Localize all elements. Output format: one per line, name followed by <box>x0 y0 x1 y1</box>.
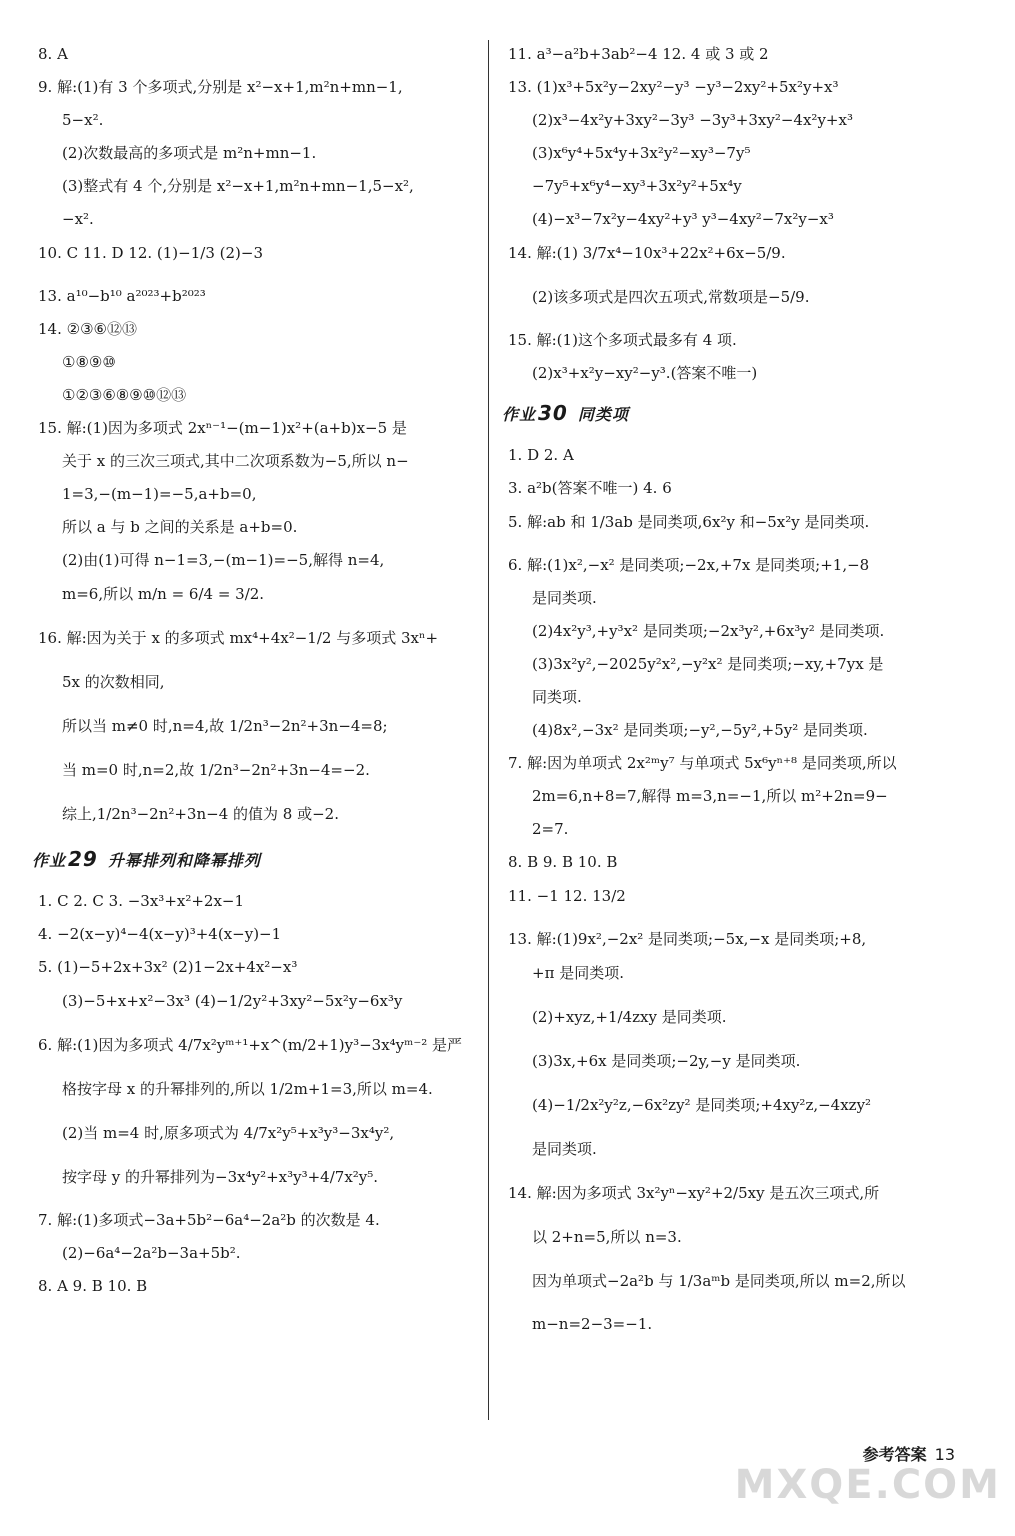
answer-line: 当 m=0 时,n=2,故 1/2n³−2n²+3n−4=−2. <box>62 761 370 779</box>
answer-line: 14. ②③⑥⑫⑬ <box>38 320 137 338</box>
answer-line: 7. 解:(1)多项式−3a+5b²−6a⁴−2a²b 的次数是 4. <box>38 1211 380 1229</box>
answer-line: (4)−x³−7x²y−4xy²+y³ y³−4xy²−7x²y−x³ <box>532 210 834 228</box>
answer-line: 4. −2(x−y)⁴−4(x−y)³+4(x−y)−1 <box>38 925 282 943</box>
answer-line: 15. 解:(1)这个多项式最多有 4 项. <box>508 331 737 349</box>
answer-line: 5−x². <box>62 111 104 129</box>
answer-line: (3)3x,+6x 是同类项;−2y,−y 是同类项. <box>532 1052 801 1070</box>
answer-line: 1. D 2. A <box>508 446 574 464</box>
heading-prefix: 作业 <box>502 405 537 424</box>
answer-line: 1=3,−(m−1)=−5,a+b=0, <box>62 485 257 503</box>
answer-line: (2)该多项式是四次五项式,常数项是−5/9. <box>532 288 810 306</box>
answer-line: 所以当 m≠0 时,n=4,故 1/2n³−2n²+3n−4=8; <box>62 717 388 735</box>
answer-line: 以 2+n=5,所以 n=3. <box>532 1228 682 1246</box>
answer-line: −x². <box>62 210 94 228</box>
answer-line: 1. C 2. C 3. −3x³+x²+2x−1 <box>38 892 245 910</box>
answer-line: (3)整式有 4 个,分别是 x²−x+1,m²n+mn−1,5−x², <box>62 177 414 195</box>
answer-line: (2)由(1)可得 n−1=3,−(m−1)=−5,解得 n=4, <box>62 551 385 569</box>
answer-line: 关于 x 的三次三项式,其中二次项系数为−5,所以 n− <box>62 452 409 470</box>
answer-line: 15. 解:(1)因为多项式 2xⁿ⁻¹−(m−1)x²+(a+b)x−5 是 <box>38 419 407 437</box>
answer-line: 因为单项式−2a²b 与 1/3aᵐb 是同类项,所以 m=2,所以 <box>532 1272 906 1290</box>
column-divider <box>488 40 489 1420</box>
answer-line: 2=7. <box>532 820 569 838</box>
answer-line: (4)−1/2x²y²z,−6x²zy² 是同类项;+4xy²z,−4xzy² <box>532 1096 872 1114</box>
heading-title: 同类项 <box>577 405 629 424</box>
answer-line: 14. 解:(1) 3/7x⁴−10x³+22x²+6x−5/9. <box>508 244 786 262</box>
answer-line: 5. (1)−5+2x+3x² (2)1−2x+4x²−x³ <box>38 958 298 976</box>
answer-line: 5. 解:ab 和 1/3ab 是同类项,6x²y 和−5x²y 是同类项. <box>508 513 870 531</box>
answer-line: (2)4x²y³,+y³x² 是同类项;−2x³y²,+6x³y² 是同类项. <box>532 622 885 640</box>
answer-line: (2)x³+x²y−xy²−y³.(答案不唯一) <box>532 364 758 382</box>
heading-number: 30 <box>538 401 568 425</box>
answer-line: 16. 解:因为关于 x 的多项式 mx⁴+4x²−1/2 与多项式 3xⁿ+ <box>38 629 439 647</box>
left-column <box>32 44 483 1309</box>
answer-line: 是同类项. <box>532 589 597 607</box>
answer-line: 14. 解:因为多项式 3x²yⁿ−xy²+2/5xy 是五次三项式,所 <box>508 1184 880 1202</box>
answer-line: +π 是同类项. <box>532 964 624 982</box>
answer-line: 综上,1/2n³−2n²+3n−4 的值为 8 或−2. <box>62 805 339 823</box>
answer-line: 6. 解:(1)因为多项式 4/7x²yᵐ⁺¹+x^(m/2+1)y³−3x⁴yᵐ⁻² 是严 <box>38 1036 463 1054</box>
page-number: 13 <box>934 1445 955 1464</box>
answer-line: 按字母 y 的升幂排列为−3x⁴y²+x³y³+4/7x²y⁵. <box>62 1168 379 1186</box>
answer-line: 13. (1)x³+5x²y−2xy²−y³ −y³−2xy²+5x²y+x³ <box>508 78 839 96</box>
answer-line: 13. a¹⁰−b¹⁰ a²⁰²³+b²⁰²³ <box>38 287 206 305</box>
answer-line: −7y⁵+x⁶y⁴−xy³+3x²y²+5x⁴y <box>532 177 742 195</box>
answer-line: (2)次数最高的多项式是 m²n+mn−1. <box>62 144 317 162</box>
answer-line: 9. 解:(1)有 3 个多项式,分别是 x²−x+1,m²n+mn−1, <box>38 78 403 96</box>
answer-line: ①⑧⑨⑩ <box>62 353 116 371</box>
section-heading <box>32 847 483 871</box>
heading-title: 升幂排列和降幂排列 <box>107 851 261 870</box>
right-column <box>502 44 978 1347</box>
answer-line: 7. 解:因为单项式 2x²ᵐy⁷ 与单项式 5x⁶yⁿ⁺⁸ 是同类项,所以 <box>508 754 897 772</box>
answer-line: 8. A 9. B 10. B <box>38 1277 148 1295</box>
answer-line: 10. C 11. D 12. (1)−1/3 (2)−3 <box>38 244 263 262</box>
answer-line: 11. −1 12. 13/2 <box>508 887 626 905</box>
answer-line: 8. B 9. B 10. B <box>508 853 618 871</box>
answer-line: 11. a³−a²b+3ab²−4 12. 4 或 3 或 2 <box>508 45 769 63</box>
answer-line: ①②③⑥⑧⑨⑩⑫⑬ <box>62 386 187 404</box>
answer-line: (2)x³−4x²y+3xy²−3y³ −3y³+3xy²−4x²y+x³ <box>532 111 853 129</box>
answer-line: 6. 解:(1)x²,−x² 是同类项;−2x,+7x 是同类项;+1,−8 <box>508 556 870 574</box>
answer-line: (2)当 m=4 时,原多项式为 4/7x²y⁵+x³y³−3x⁴y², <box>62 1124 395 1142</box>
answer-line: 同类项. <box>532 688 582 706</box>
heading-number: 29 <box>68 847 98 871</box>
heading-prefix: 作业 <box>32 851 67 870</box>
answer-line: 是同类项. <box>532 1140 597 1158</box>
answer-line: m−n=2−3=−1. <box>532 1315 653 1333</box>
answer-line: (2)−6a⁴−2a²b−3a+5b². <box>62 1244 241 1262</box>
answer-line: 5x 的次数相同, <box>62 673 165 691</box>
answer-line: (3)3x²y²,−2025y²x²,−y²x² 是同类项;−xy,+7yx 是 <box>532 655 884 673</box>
answer-line: (3)x⁶y⁴+5x⁴y+3x²y²−xy³−7y⁵ <box>532 144 751 162</box>
answer-line: (3)−5+x+x²−3x³ (4)−1/2y²+3xy²−5x²y−6x³y <box>62 992 403 1010</box>
answer-line: m=6,所以 m/n = 6/4 = 3/2. <box>62 585 265 603</box>
watermark: MXQE.COM <box>734 1462 1001 1508</box>
answer-line: 2m=6,n+8=7,解得 m=3,n=−1,所以 m²+2n=9− <box>532 787 888 805</box>
answer-line: 3. a²b(答案不唯一) 4. 6 <box>508 479 672 497</box>
answer-line: (2)+xyz,+1/4zxy 是同类项. <box>532 1008 727 1026</box>
section-heading <box>502 401 978 425</box>
answer-line: 13. 解:(1)9x²,−2x² 是同类项;−5x,−x 是同类项;+8, <box>508 930 867 948</box>
footer-label: 参考答案 <box>862 1445 927 1464</box>
answer-line: (4)8x²,−3x² 是同类项;−y²,−5y²,+5y² 是同类项. <box>532 721 868 739</box>
answer-line: 8. A <box>38 45 68 63</box>
answer-line: 格按字母 x 的升幂排列的,所以 1/2m+1=3,所以 m=4. <box>62 1080 433 1098</box>
answer-line: 所以 a 与 b 之间的关系是 a+b=0. <box>62 518 298 536</box>
